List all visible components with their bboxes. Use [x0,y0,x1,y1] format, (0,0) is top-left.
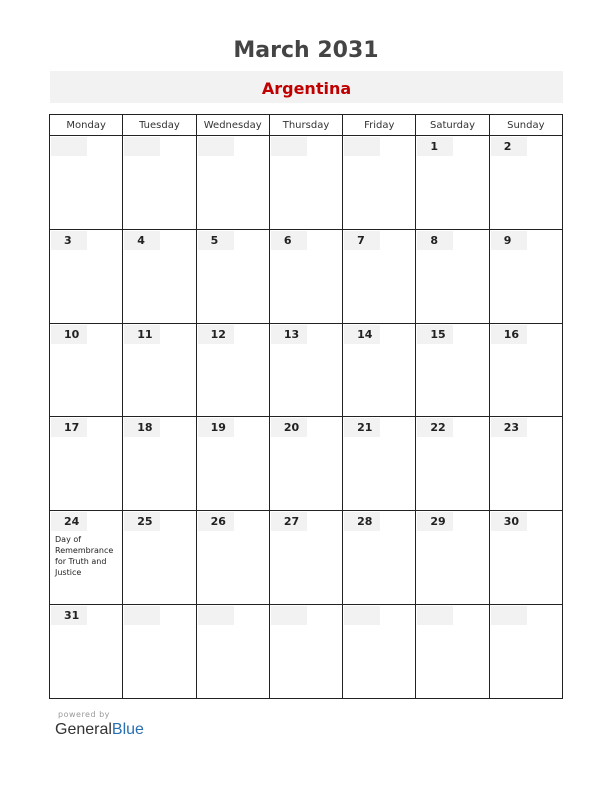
day-number: 27 [271,512,307,531]
day-number: 17 [51,418,87,437]
day-cell [416,511,489,605]
day-number [198,606,234,625]
day-number [344,606,380,625]
day-cell [269,323,342,417]
day-cell [50,229,123,323]
day-cell [416,136,489,230]
day-number: 16 [491,325,527,344]
week-row [50,229,563,323]
day-cell [489,136,562,230]
day-cell [123,605,196,699]
day-cell [196,511,269,605]
weekday-tuesday: Tuesday [123,115,196,136]
day-cell [50,605,123,699]
day-cell [196,417,269,511]
day-cell [269,605,342,699]
day-number: 12 [198,325,234,344]
weekday-monday: Monday [50,115,123,136]
day-cell [196,323,269,417]
day-cell [50,511,123,605]
day-number: 3 [51,231,87,250]
day-number: 23 [491,418,527,437]
day-number: 11 [124,325,160,344]
day-number: 28 [344,512,380,531]
day-cell [196,229,269,323]
day-cell [416,605,489,699]
day-number: 2 [491,137,527,156]
day-number: 30 [491,512,527,531]
day-number: 4 [124,231,160,250]
day-cell [343,417,416,511]
day-number: 6 [271,231,307,250]
day-cell [50,417,123,511]
day-number: 22 [417,418,453,437]
day-cell [343,511,416,605]
day-cell [123,417,196,511]
week-row [50,511,563,605]
day-cell [343,323,416,417]
weekday-sunday: Sunday [489,115,562,136]
day-cell [343,229,416,323]
day-number: 29 [417,512,453,531]
day-cell [269,417,342,511]
day-cell [196,136,269,230]
weekday-wednesday: Wednesday [196,115,269,136]
day-number: 14 [344,325,380,344]
day-cell [123,323,196,417]
week-row [50,605,563,699]
day-cell [489,511,562,605]
country-banner [50,71,563,103]
day-cell [489,417,562,511]
day-number [51,137,87,156]
day-cell [269,229,342,323]
day-number: 8 [417,231,453,250]
day-cell [123,136,196,230]
day-number: 20 [271,418,307,437]
day-number: 21 [344,418,380,437]
day-number: 13 [271,325,307,344]
day-number [417,606,453,625]
day-cell [489,229,562,323]
holiday-label: Day of Remembrance for Truth and Justice [55,535,114,578]
day-number [198,137,234,156]
day-number: 18 [124,418,160,437]
day-number: 1 [417,137,453,156]
brand-logo[interactable] [55,721,144,739]
day-number: 15 [417,325,453,344]
day-number: 31 [51,606,87,625]
day-number [271,606,307,625]
day-number: 19 [198,418,234,437]
day-cell [416,417,489,511]
day-number: 5 [198,231,234,250]
day-number: 25 [124,512,160,531]
brand-general: General [55,721,112,738]
calendar-grid [49,114,563,699]
day-cell [269,136,342,230]
brand-blue: Blue [111,721,144,738]
weekday-thursday: Thursday [269,115,342,136]
day-number: 10 [51,325,87,344]
day-cell [489,323,562,417]
country-name: Argentina [261,79,352,98]
day-cell [489,605,562,699]
weekday-saturday: Saturday [416,115,489,136]
day-number [491,606,527,625]
day-cell [416,229,489,323]
day-cell [196,605,269,699]
day-number [124,606,160,625]
weekday-header-row [50,115,563,136]
day-number: 9 [491,231,527,250]
calendar-title: March 2031 [233,38,379,63]
day-number: 24 [51,512,87,531]
weekday-friday: Friday [343,115,416,136]
day-cell [269,511,342,605]
week-row [50,136,563,230]
week-row [50,417,563,511]
day-number: 26 [198,512,234,531]
day-cell [123,511,196,605]
day-cell [50,323,123,417]
day-number [124,137,160,156]
day-number [271,137,307,156]
day-number [344,137,380,156]
week-row [50,323,563,417]
day-cell [343,136,416,230]
day-cell [123,229,196,323]
day-cell [50,136,123,230]
powered-by-text: powered by [58,710,110,719]
day-number: 7 [344,231,380,250]
day-cell [343,605,416,699]
day-cell [416,323,489,417]
